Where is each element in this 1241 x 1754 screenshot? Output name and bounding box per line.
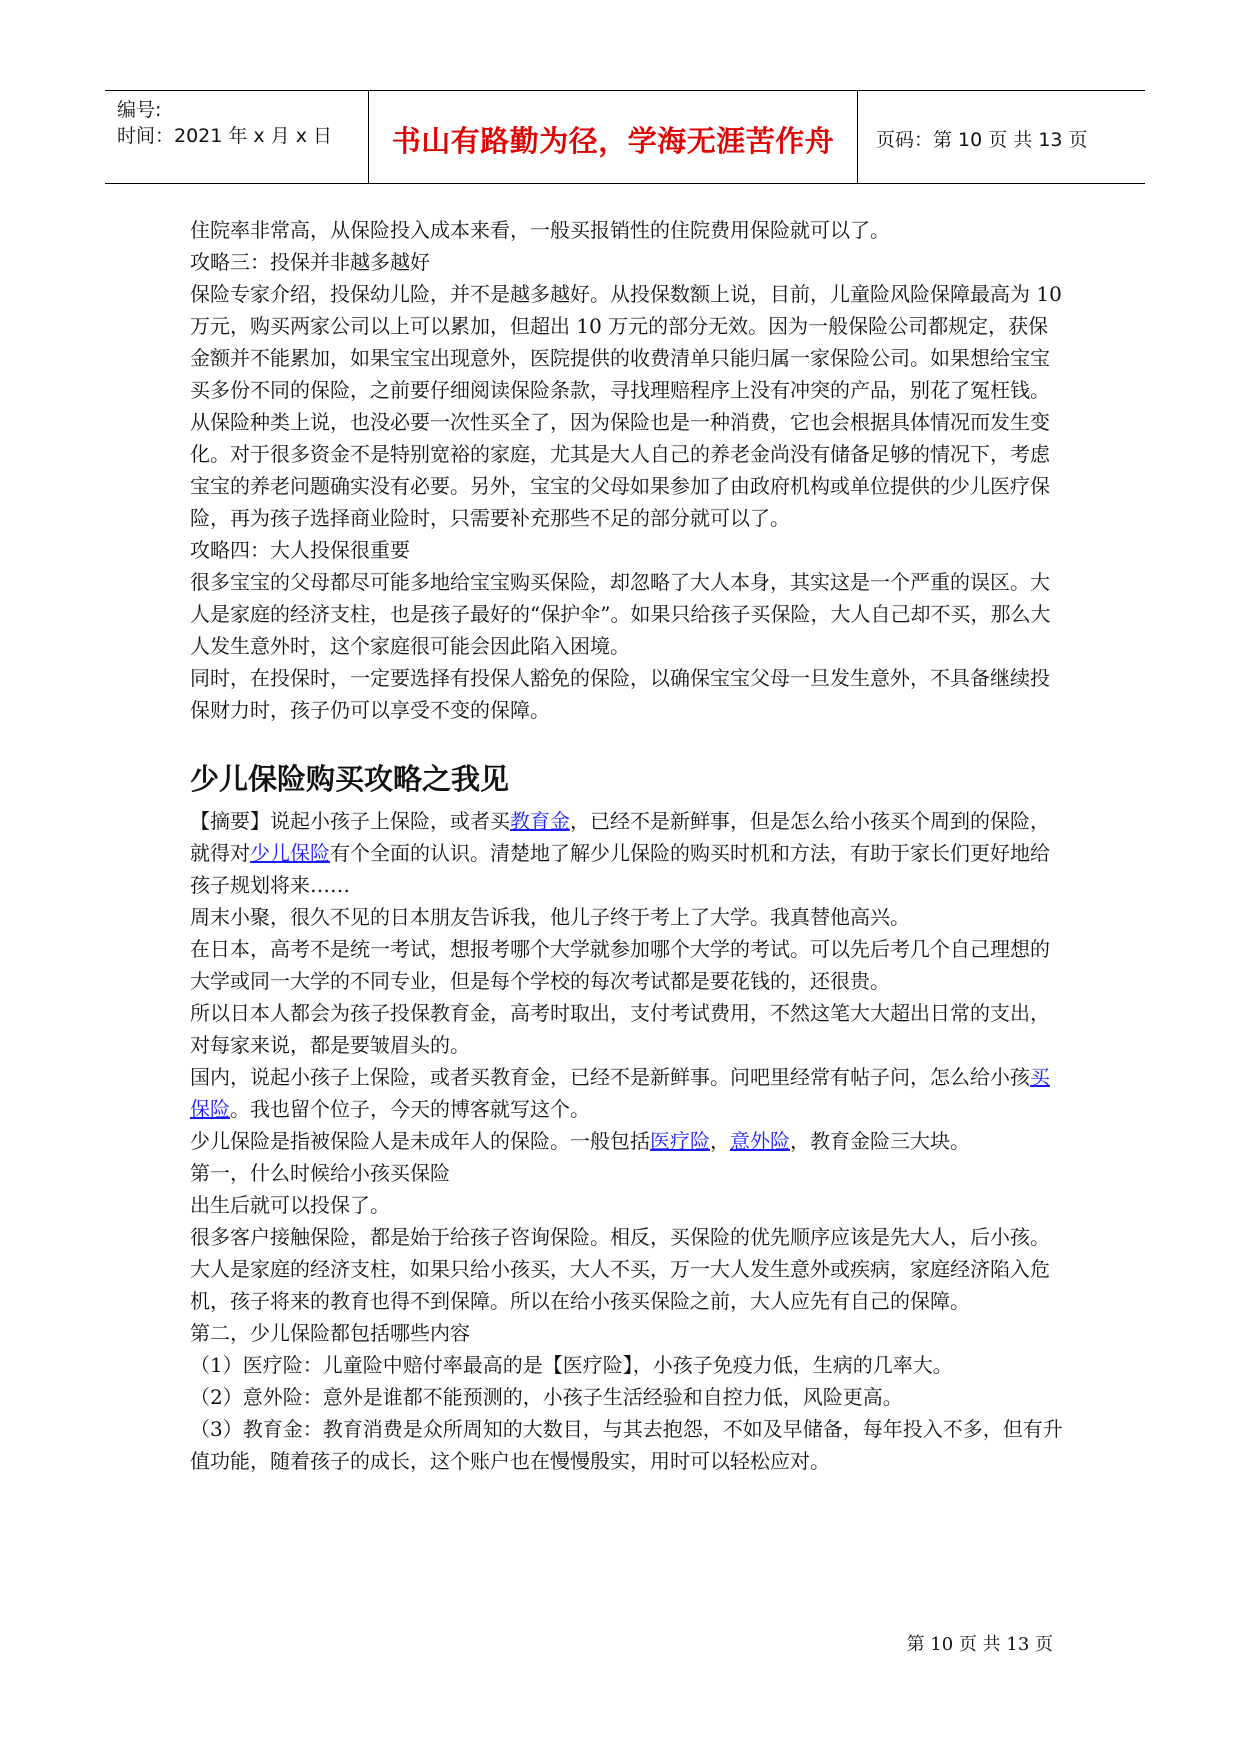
paragraph: 很多客户接触保险，都是始于给孩子咨询保险。相反，买保险的优先顺序应该是先大人，后小孩。大人是家庭的经济支柱，如果只给小孩买，大人不买，万一大人发生意外或疾病，家庭经济陷入危机，孩子将来的教育也得不到保障。所以在给小孩买保险之前，大人应先有自己的保障。 [190, 1225, 1050, 1313]
abstract-text: 有个全面的认识。清楚地了解少儿保险的购买时机和方法，有助于家长们更好地给孩子规划将来…… [190, 841, 1050, 897]
abstract-paragraph [190, 805, 1065, 901]
subheading: 第二，少儿保险都包括哪些内容 [190, 1321, 470, 1345]
footer-page-number: 第 10 页 共 13 页 [906, 1634, 1053, 1655]
paragraph-text: 。我也留个位子，今天的博客就写这个。 [230, 1097, 590, 1121]
header-right-cell [858, 91, 1145, 183]
paragraph: 同时，在投保时，一定要选择有投保人豁免的保险，以确保宝宝父母一旦发生意外，不具备继续投保财力时，孩子仍可以享受不变的保障。 [190, 666, 1050, 722]
motto-text: 书山有路勤为径，学海无涯苦作舟 [391, 124, 835, 158]
paragraph: 从保险种类上说，也没必要一次性买全了，因为保险也是一种消费，它也会根据具体情况而发生变化。对于很多资金不是特别宽裕的家庭，尤其是大人自己的养老金尚没有储备足够的情况下，考虑宝宝的养老问题确实没有必要。另外，宝宝的父母如果参加了由政府机构或单位提供的少儿医疗保险，再为孩子选择商业险时，只需要补充那些不足的部分就可以了。 [190, 410, 1050, 530]
paragraph: 周末小聚，很久不见的日本朋友告诉我，他儿子终于考上了大学。我真替他高兴。 [190, 905, 910, 929]
paragraph: 住院率非常高，从保险投入成本来看，一般买报销性的住院费用保险就可以了。 [190, 218, 890, 242]
abstract-text: 【摘要】说起小孩子上保险，或者买 [190, 809, 510, 833]
header-page-indicator: 页码：第 10 页 共 13 页 [876, 129, 1088, 151]
strategy-3-heading: 攻略三：投保并非越多越好 [190, 250, 430, 274]
list-item: （1）医疗险：儿童险中赔付率最高的是【医疗险】，小孩子免疫力低，生病的几率大。 [190, 1353, 953, 1377]
separator: ， [710, 1129, 730, 1153]
header-table [105, 90, 1145, 184]
accident-insurance-link[interactable]: 意外险 [730, 1129, 790, 1153]
number-label: 编号: [117, 99, 162, 121]
paragraph: 出生后就可以投保了。 [190, 1193, 390, 1217]
paragraph: 很多宝宝的父母都尽可能多地给宝宝购买保险，却忽略了大人本身，其实这是一个严重的误区。大人是家庭的经济支柱，也是孩子最好的“保护伞”。如果只给孩子买保险，大人自己却不买，那么大人发生意外时，这个家庭很可能会因此陷入困境。 [190, 570, 1051, 658]
paragraph-text: ，教育金险三大块。 [790, 1129, 970, 1153]
abstract-text: ，已经不是新鲜事，但是怎么给小孩买个周到的保险，就得对 [190, 809, 1050, 865]
paragraph: 所以日本人都会为孩子投保教育金，高考时取出，支付考试费用，不然这笔大大超出日常的支出，对每家来说，都是要皱眉头的。 [190, 1001, 1050, 1057]
document-body [190, 214, 1065, 1477]
header-center-cell [368, 91, 858, 183]
list-item: （2）意外险：意外是谁都不能预测的，小孩子生活经验和自控力低，风险更高。 [190, 1385, 903, 1409]
paragraph [190, 1125, 1065, 1157]
strategy-4-heading: 攻略四：大人投保很重要 [190, 538, 410, 562]
paragraph-text: 国内，说起小孩子上保险，或者买教育金，已经不是新鲜事。问吧里经常有帖子问，怎么给小孩 [190, 1065, 1030, 1089]
paragraph-text: 少儿保险是指被保险人是未成年人的保险。一般包括 [190, 1129, 650, 1153]
education-fund-link[interactable]: 教育金 [510, 809, 570, 833]
child-insurance-link[interactable]: 少儿保险 [250, 841, 330, 865]
time-label: 时间：2021 年 x 月 x 日 [117, 125, 333, 147]
section-title: 少儿保险购买攻略之我见 [190, 762, 510, 796]
paragraph: 保险专家介绍，投保幼儿险，并不是越多越好。从投保数额上说，目前，儿童险风险保障最高为 10 万元，购买两家公司以上可以累加，但超出 10 万元的部分无效。因为一般保险公司都规定，获保金额并不能累加，如果宝宝出现意外，医院提供的收费清单只能归属一家保险公司。如果想给宝宝买多份不同的保险，之前要仔细阅读保险条款，寻找理赔程序上没有冲突的产品，别花了冤枉钱。 [190, 282, 1062, 402]
medical-insurance-link[interactable]: 医疗险 [650, 1129, 710, 1153]
paragraph [190, 1061, 1065, 1125]
buy-insurance-link[interactable]: 买保险 [190, 1065, 1050, 1121]
subheading: 第一，什么时候给小孩买保险 [190, 1161, 450, 1185]
list-item: （3）教育金：教育消费是众所周知的大数目，与其去抱怨，不如及早储备，每年投入不多，但有升值功能，随着孩子的成长，这个账户也在慢慢殷实，用时可以轻松应对。 [190, 1417, 1063, 1473]
paragraph: 在日本，高考不是统一考试，想报考哪个大学就参加哪个大学的考试。可以先后考几个自己理想的大学或同一大学的不同专业，但是每个学校的每次考试都是要花钱的，还很贵。 [190, 937, 1050, 993]
header-left-cell [105, 91, 368, 183]
